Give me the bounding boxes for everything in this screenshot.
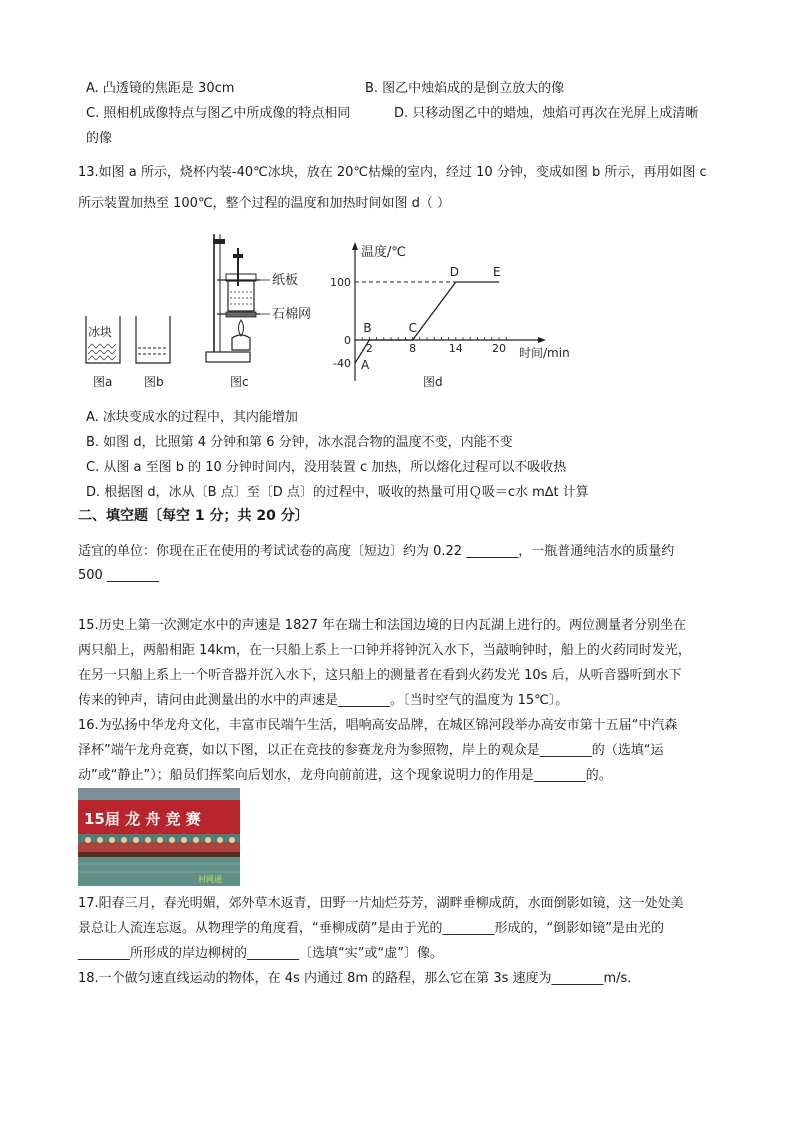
ice-label: 冰块 xyxy=(88,325,113,339)
photo-banner-text: 15届 龙 舟 竞 赛 xyxy=(84,810,201,828)
q15-line3: 在另一只船上系上一个听音器并沉入水下，这只船上的测量者在看到火药发光 10s 后，从听音器听到水下 xyxy=(78,668,682,683)
q12-option-d-line1: D. 只移动图乙中的蜡烛，烛焰可再次在光屏上成清晰 xyxy=(394,106,699,121)
q14-line1: 适宜的单位：你现在正在使用的考试试卷的高度〔短边〕约为 0.22 ________，一瓶普通纯洁水的质量约 xyxy=(78,544,675,559)
q15-line1: 15.历史上第一次测定水中的声速是 1827 年在瑞士和法国边境的日内瓦湖上进行的。两位测量者分别坐在 xyxy=(78,618,687,633)
y-tick-label: -40 xyxy=(333,357,351,371)
q13-stem-line2: 所示装置加热至 100℃，整个过程的温度和加热时间如图 d（ ） xyxy=(78,196,451,211)
point-label-c: C xyxy=(408,321,417,335)
caption-figure-b: 图b xyxy=(144,375,164,389)
caption-figure-c: 图c xyxy=(230,375,249,389)
point-label-a: A xyxy=(361,358,370,373)
q15-line2: 两只船上，两船相距 14km，在一只船上系上一口钟并将钟沉入水下，当敲响钟时，船上的火药同时发光， xyxy=(78,643,691,658)
series-segment xyxy=(413,282,456,340)
chart-x-axis-arrow xyxy=(538,337,546,343)
point-label-d: D xyxy=(449,265,460,279)
y-tick-label: 100 xyxy=(330,276,351,289)
paper-board-label: 纸板 xyxy=(272,273,299,288)
q16-line1: 16.为弘扬中华龙舟文化，丰富市民端午生活，唱响高安品牌，在城区锦河段举办高安市第十五届“中汽森 xyxy=(78,718,678,733)
q12-option-d-line2: 的像 xyxy=(86,131,113,146)
x-tick-label: 8 xyxy=(409,342,417,355)
q13-apparatus-figure xyxy=(80,228,330,393)
q13-temperature-time-chart xyxy=(330,236,590,396)
q13-option-c: C. 从图 a 至图 b 的 10 分钟时间内，没用装置 c 加热，所以熔化过程可以不吸收热 xyxy=(86,460,567,475)
chart-x-axis-label: 时间/min xyxy=(519,346,570,360)
q12-option-a: A. 凸透镜的焦距是 30cm xyxy=(86,81,235,96)
x-tick-label: 14 xyxy=(448,342,463,355)
q13-option-d: D. 根据图 d，冰从〔B 点〕至〔D 点〕的过程中，吸收的热量可用Ｑ吸＝c水 m∆t 计算 xyxy=(86,485,589,500)
dragon-boat-race-photo xyxy=(78,788,240,886)
figure-b-beaker-water xyxy=(136,316,170,389)
point-label-e: E xyxy=(493,265,501,279)
x-tick-label: 2 xyxy=(365,342,373,355)
chart-y-axis-label: 温度/℃ xyxy=(361,245,406,260)
q15-line4: 传来的钟声，请问由此测量出的水中的声速是________。〔当时空气的温度为 15℃〕。 xyxy=(78,693,569,708)
caption-figure-d: 图d xyxy=(423,375,443,389)
figure-c-heating-apparatus xyxy=(206,234,270,389)
q13-option-b: B. 如图 d，比照第 4 分钟和第 6 分钟，冰水混合物的温度不变，内能不变 xyxy=(86,435,513,450)
x-tick-label: 20 xyxy=(492,342,506,355)
chart-y-axis-arrow xyxy=(352,242,358,250)
section-heading-fill-in: 二、填空题〔每空 1 分；共 20 分〕 xyxy=(78,508,309,524)
q13-stem-line1: 13.如图 a 所示，烧杯内装-40℃冰块，放在 20℃枯燥的室内，经过 10 分钟，变成如图 b 所示，再用如图 c xyxy=(78,165,707,180)
q17-line2: 景总让人流连忘返。从物理学的角度看，“垂柳成荫”是由于光的________形成的，“倒影如镜”是由光的 xyxy=(78,921,664,936)
q13-option-a: A. 冰块变成水的过程中，其内能增加 xyxy=(86,410,298,425)
photo-watermark-text: 村网通 xyxy=(198,875,222,884)
figure-a-beaker-ice xyxy=(86,316,120,389)
q16-line2: 泽杯”端午龙舟竞赛，如以下图，以正在竞技的参赛龙舟为参照物，岸上的观众是________的（选填“运 xyxy=(78,743,664,758)
q12-option-b: B. 图乙中烛焰成的是倒立放大的像 xyxy=(365,81,565,96)
caption-figure-a: 图a xyxy=(93,375,113,389)
y-tick-label: 0 xyxy=(344,334,351,347)
point-label-b: B xyxy=(363,321,372,335)
q12-option-c: C. 照相机成像特点与图乙中所成像的特点相同 xyxy=(86,106,351,121)
q18-line1: 18.一个做匀速直线运动的物体，在 4s 内通过 8m 的路程，那么它在第 3s 速度为________m/s． xyxy=(78,971,641,986)
q14-line2: 500 ________ xyxy=(78,568,159,583)
q16-line3: 动”或“静止”）；船员们挥桨向后划水，龙舟向前前进，这个现象说明力的作用是________的。 xyxy=(78,768,612,783)
q17-line3: ________所形成的岸边柳树的________〔选填“实”或“虚”〕像。 xyxy=(78,946,443,961)
q17-line1: 17.阳春三月，春光明媚，郊外草木返青，田野一片灿烂芬芳，湖畔垂柳成荫，水面倒影如镜，这一处处美 xyxy=(78,896,684,911)
asbestos-gauze-label: 石棉网 xyxy=(272,307,312,322)
